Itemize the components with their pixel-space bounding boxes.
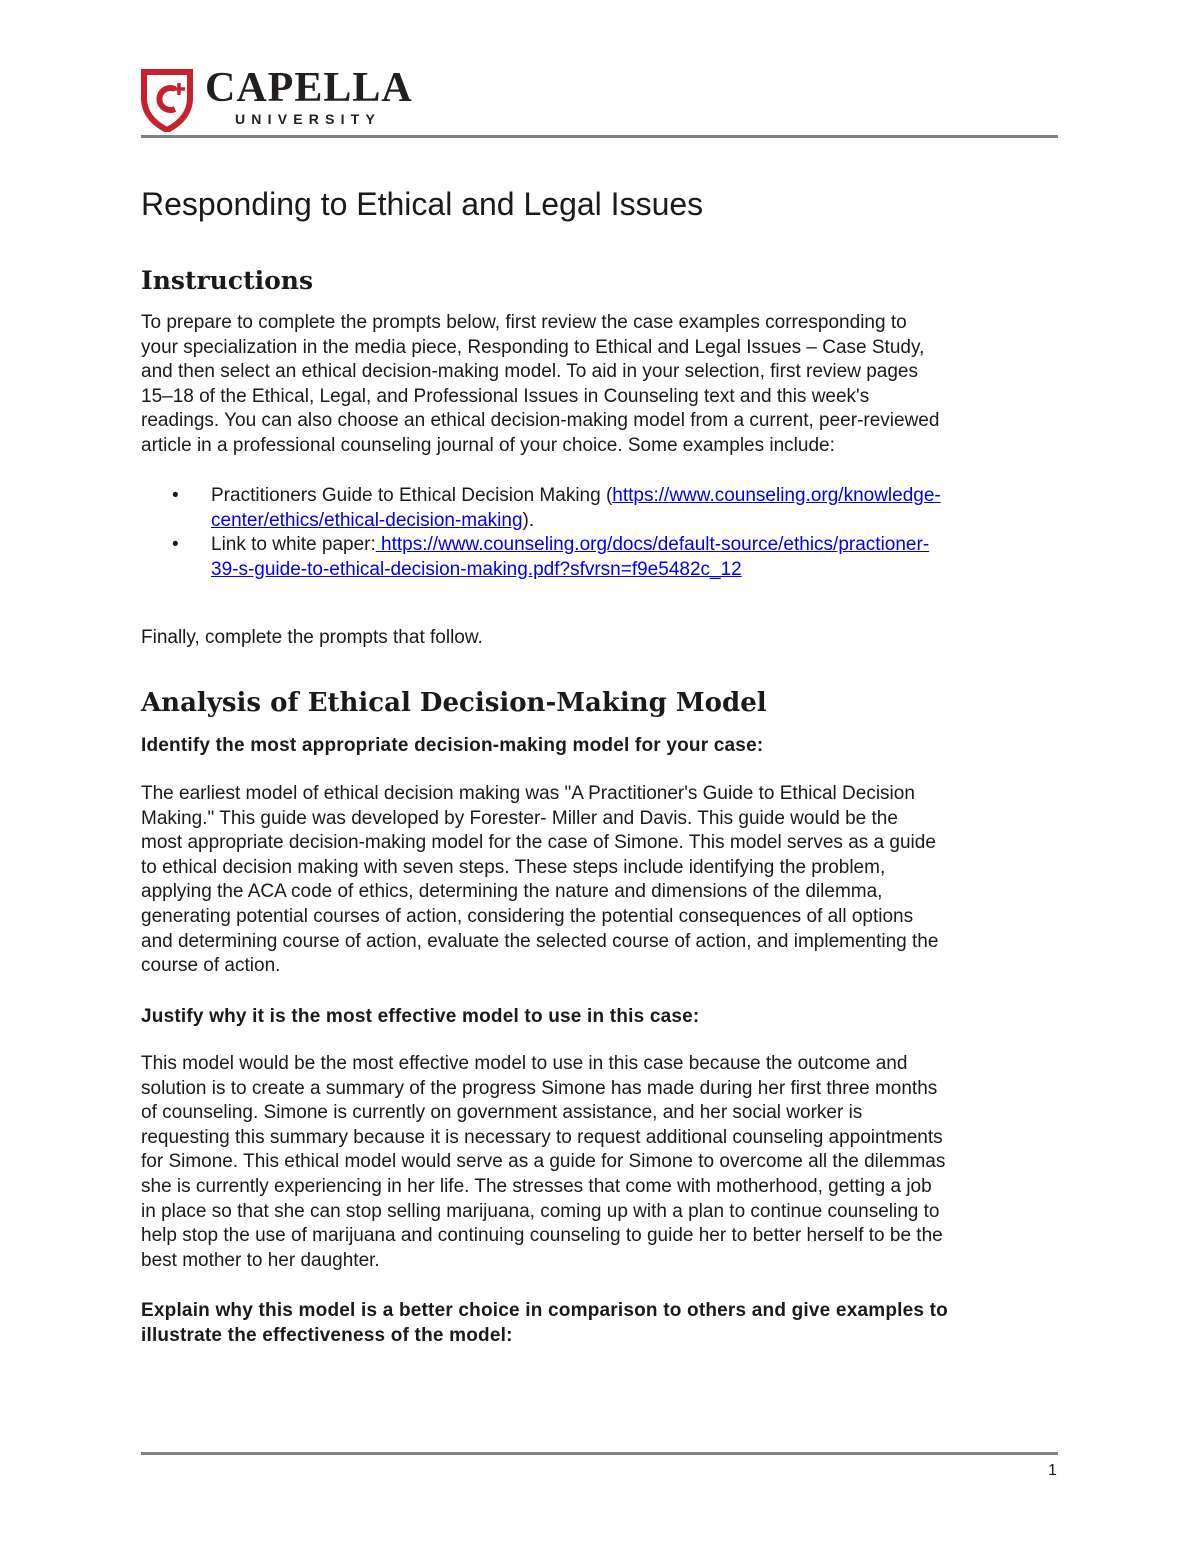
answer-identify-model: The earliest model of ethical decision making was "A Practitioner's Guide to Ethical Decision Making." This guide was developed by Forester- Miller and Davis. This guide would be the most appropriate decision-making model for the case of Simone. This model serves as a guide to ethical decision making with seven steps. These steps include identifying the problem, applying the ACA code of ethics, determining the nature and dimensions of the dilemma, generating potential courses of action, considering the potential consequences of all options and determining course of action, evaluate the selected course of action, and implementing the course of action.: [141, 783, 939, 977]
list-item: • Link to white paper: https://www.counseling.org/docs/default-source/ethics/practioner- 39-s-guide-to-ethical-decision-making.pdf?sfvrsn=f9e5482c_12: [172, 534, 930, 580]
logo-wordmark: CAPELLA: [205, 65, 413, 111]
prompt-identify-model: Identify the most appropriate decision-making model for your case:: [141, 735, 764, 756]
counseling-knowledge-link-cont[interactable]: center/ethics/ethical-decision-making: [211, 509, 523, 531]
logo-subtitle: UNIVERSITY: [235, 111, 382, 127]
bullet-icon: •: [172, 534, 179, 556]
bullet-icon: •: [172, 485, 179, 506]
list-item: • Practitioners Guide to Ethical Decision Making (https://www.counseling.org/knowledge- center/ethics/ethical-decision-making).: [172, 485, 941, 531]
white-paper-link[interactable]: https://www.counseling.org/docs/default-source/ethics/practioner-: [375, 534, 930, 556]
instructions-heading: Instructions: [141, 266, 314, 295]
instructions-paragraph: To prepare to complete the prompts below, first review the case examples corresponding to your specialization in the media piece, Responding to Ethical and Legal Issues – Case Study, and then select an ethical decision-making model. To aid in your selection, first review pages 15–18 of the Ethical, Legal, and Professional Issues in Counseling text and this week's readings. You can also choose an ethical decision-making model from a current, peer-reviewed article in a professional counseling journal of your choice. Some examples include:: [141, 312, 940, 456]
document-title: Responding to Ethical and Legal Issues: [141, 186, 704, 222]
shield-icon: [141, 68, 193, 132]
examples-list: [141, 484, 1061, 582]
counseling-knowledge-link[interactable]: https://www.counseling.org/knowledge-: [612, 485, 941, 506]
header-divider: [141, 135, 1058, 138]
capella-logo: [141, 65, 431, 132]
answer-justify-model: This model would be the most effective model to use in this case because the outcome and solution is to create a summary of the progress Simone has made during her first three months of counseling. Simone is currently on government assistance, and her social worker is requesting this summary because it is necessary to request additional counseling appointments for Simone. This ethical model would serve as a guide for Simone to overcome all the dilemmas she is currently experiencing in her life. The stresses that come with motherhood, getting a job in place so that she can stop selling marijuana, coming up with a plan to continue counseling to help stop the use of marijuana and continuing counseling to guide her to better herself to be the best mother to her daughter.: [141, 1053, 946, 1271]
page-number: 1: [1048, 1462, 1057, 1479]
finally-text: Finally, complete the prompts that follow.: [141, 627, 483, 648]
white-paper-link-cont[interactable]: 39-s-guide-to-ethical-decision-making.pdf?sfvrsn=f9e5482c_12: [211, 558, 742, 580]
footer-divider: [141, 1452, 1058, 1455]
prompt-justify-model: Justify why it is the most effective model to use in this case:: [141, 1006, 700, 1027]
prompt-explain-comparison: Explain why this model is a better choice in comparison to others and give examples to illustrate the effectiveness of the model:: [141, 1300, 948, 1346]
analysis-heading: Analysis of Ethical Decision-Making Model: [141, 688, 767, 718]
